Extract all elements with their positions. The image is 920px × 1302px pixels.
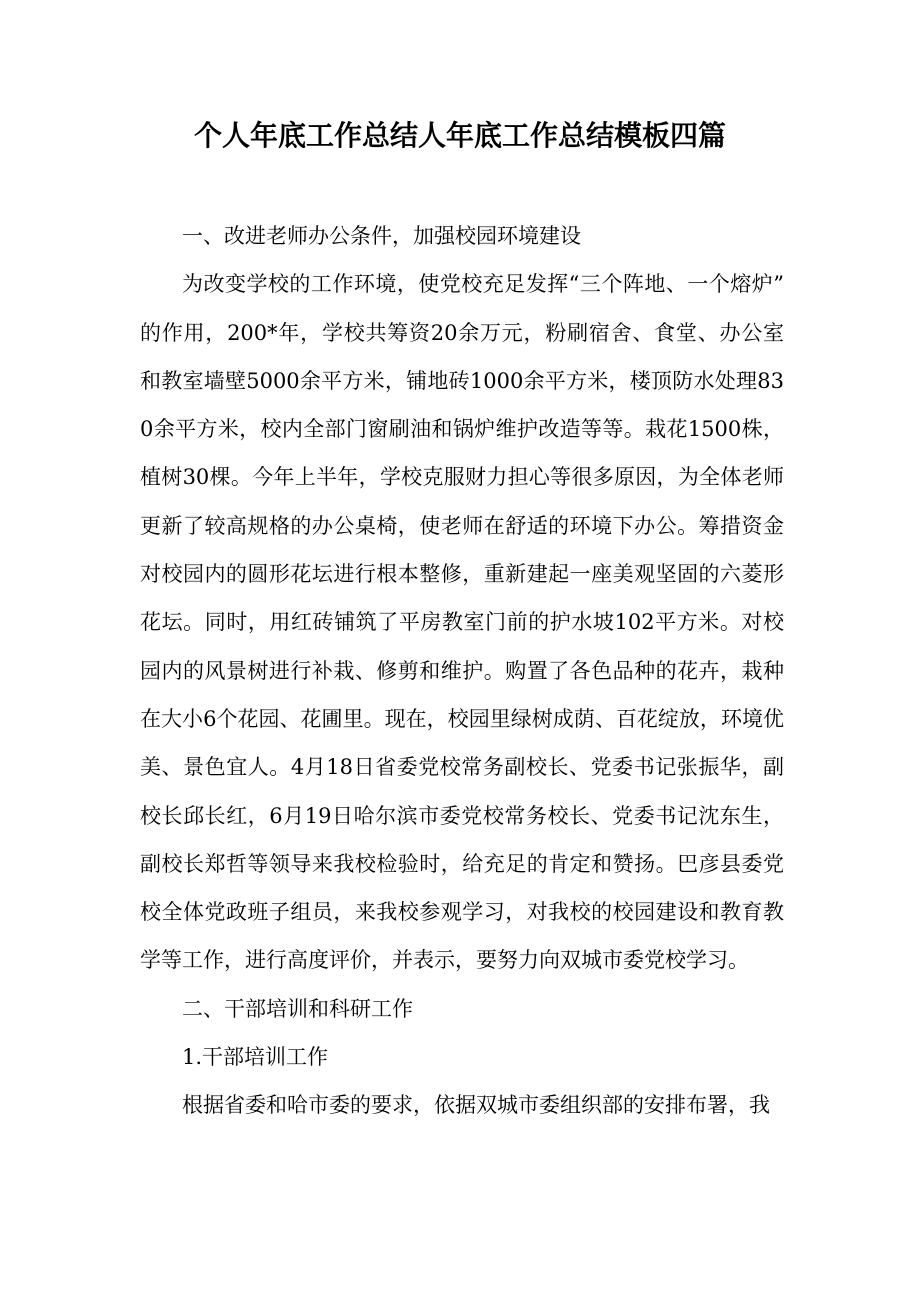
subsection-heading: 1.干部培训工作 bbox=[182, 1045, 329, 1070]
document-title: 个人年底工作总结人年底工作总结模板四篇 bbox=[193, 119, 726, 152]
section-heading-2: 二、干部培训和科研工作 bbox=[182, 996, 413, 1021]
document-body bbox=[140, 212, 784, 1130]
section-heading-1: 一、改进老师办公条件，加强校园环境建设 bbox=[182, 224, 581, 248]
body-paragraph: 为改变学校的工作环境，使党校充足发挥“三个阵地、一个熔炉”的作用，200*年，学校共筹资20余万元，粉刷宿舍、食堂、办公室和教室墙壁5000余平方米，铺地砖1000余平方米，楼顶防水处理830余平方米，校内全部门窗刷油和锅炉维护改造等等。栽花1500株，植树30棵。今年上半年，学校克服财力担心等很多原因，为全体老师更新了较高规格的办公桌椅，使老师在舒适的环境下办公。筹措资金对校园内的圆形花坛进行根本整修，重新建起一座美观坚固的六菱形花坛。同时，用红砖铺筑了平房教室门前的护水坡102平方米。对校园内的风景树进行补栽、修剪和维护。购置了各色品种的花卉，栽种在大小6个花园、花圃里。现在，校园里绿树成荫、百花绽放，环境优美、景色宜人。4月18日省委党校常务副校长、党委书记张振华，副校长邱长红，6月19日哈尔滨市委党校常务校长、党委书记沈东生，副校长郑哲等领导来我校检验时，给充足的肯定和赞扬。巴彦县委党校全体党政班子组员，来我校参观学习，对我校的校园建设和教育教学等工作，进行高度评价，并表示，要努力向双城市委党校学习。 bbox=[140, 272, 784, 973]
body-paragraph: 根据省委和哈市委的要求，依据双城市委组织部的安排布署，我 bbox=[182, 1093, 770, 1118]
